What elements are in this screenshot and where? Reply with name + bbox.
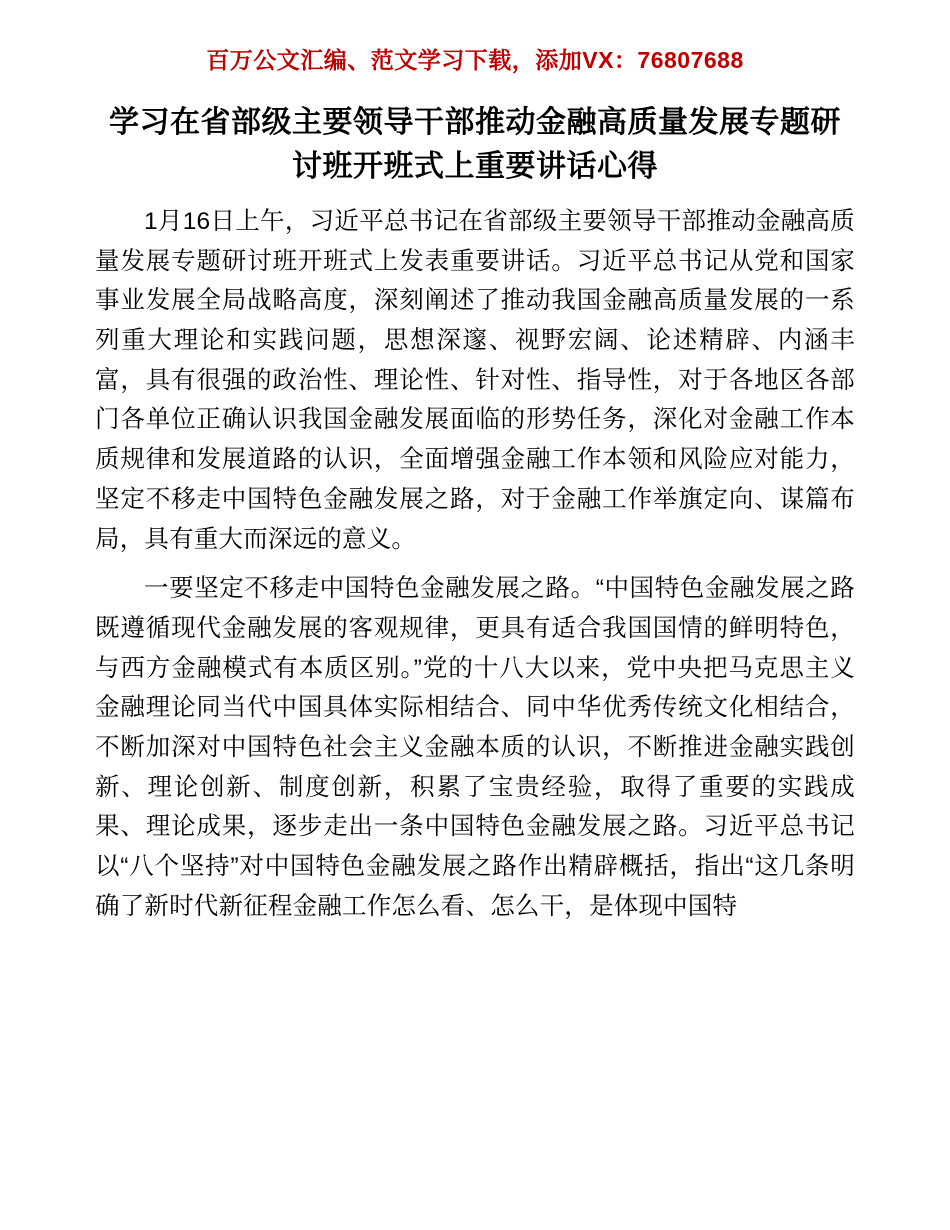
page-title: 学习在省部级主要领导干部推动金融高质量发展专题研讨班开班式上重要讲话心得 [109,106,841,183]
body-paragraph-1: 1月16日上午，习近平总书记在省部级主要领导干部推动金融高质量发展专题研讨班开班式上发表重要讲话。习近平总书记从党和国家事业发展全局战略高度，深刻阐述了推动我国金融高质量发展的一系列重大理论和实践问题，思想深邃、视野宏阔、论述精辟、内涵丰富，具有很强的政治性、理论性、针对性、指导性，对于各地区各部门各单位正确认识我国金融发展面临的形势任务，深化对金融工作本质规律和发展道路的认识，全面增强金融工作本领和风险应对能力，坚定不移走中国特色金融发展之路，对于金融工作举旗定向、谋篇布局，具有重大而深远的意义。 [95,208,855,553]
body-paragraph-2: 一要坚定不移走中国特色金融发展之路。“中国特色金融发展之路既遵循现代金融发展的客观规律，更具有适合我国国情的鲜明特色，与西方金融模式有本质区别。”党的十八大以来，党中央把马克思主义金融理论同当代中国具体实际相结合、同中华优秀传统文化相结合，不断加深对中国特色社会主义金融本质的认识，不断推进金融实践创新、理论创新、制度创新，积累了宝贵经验，取得了重要的实践成果、理论成果，逐步走出一条中国特色金融发展之路。习近平总书记以“八个坚持”对中国特色金融发展之路作出精辟概括，指出“这几条明确了新时代新征程金融工作怎么看、怎么干，是体现中国特 [95,575,855,920]
watermark-text: 百万公文汇编、范文学习下载，添加VX：76807688 [206,47,744,73]
